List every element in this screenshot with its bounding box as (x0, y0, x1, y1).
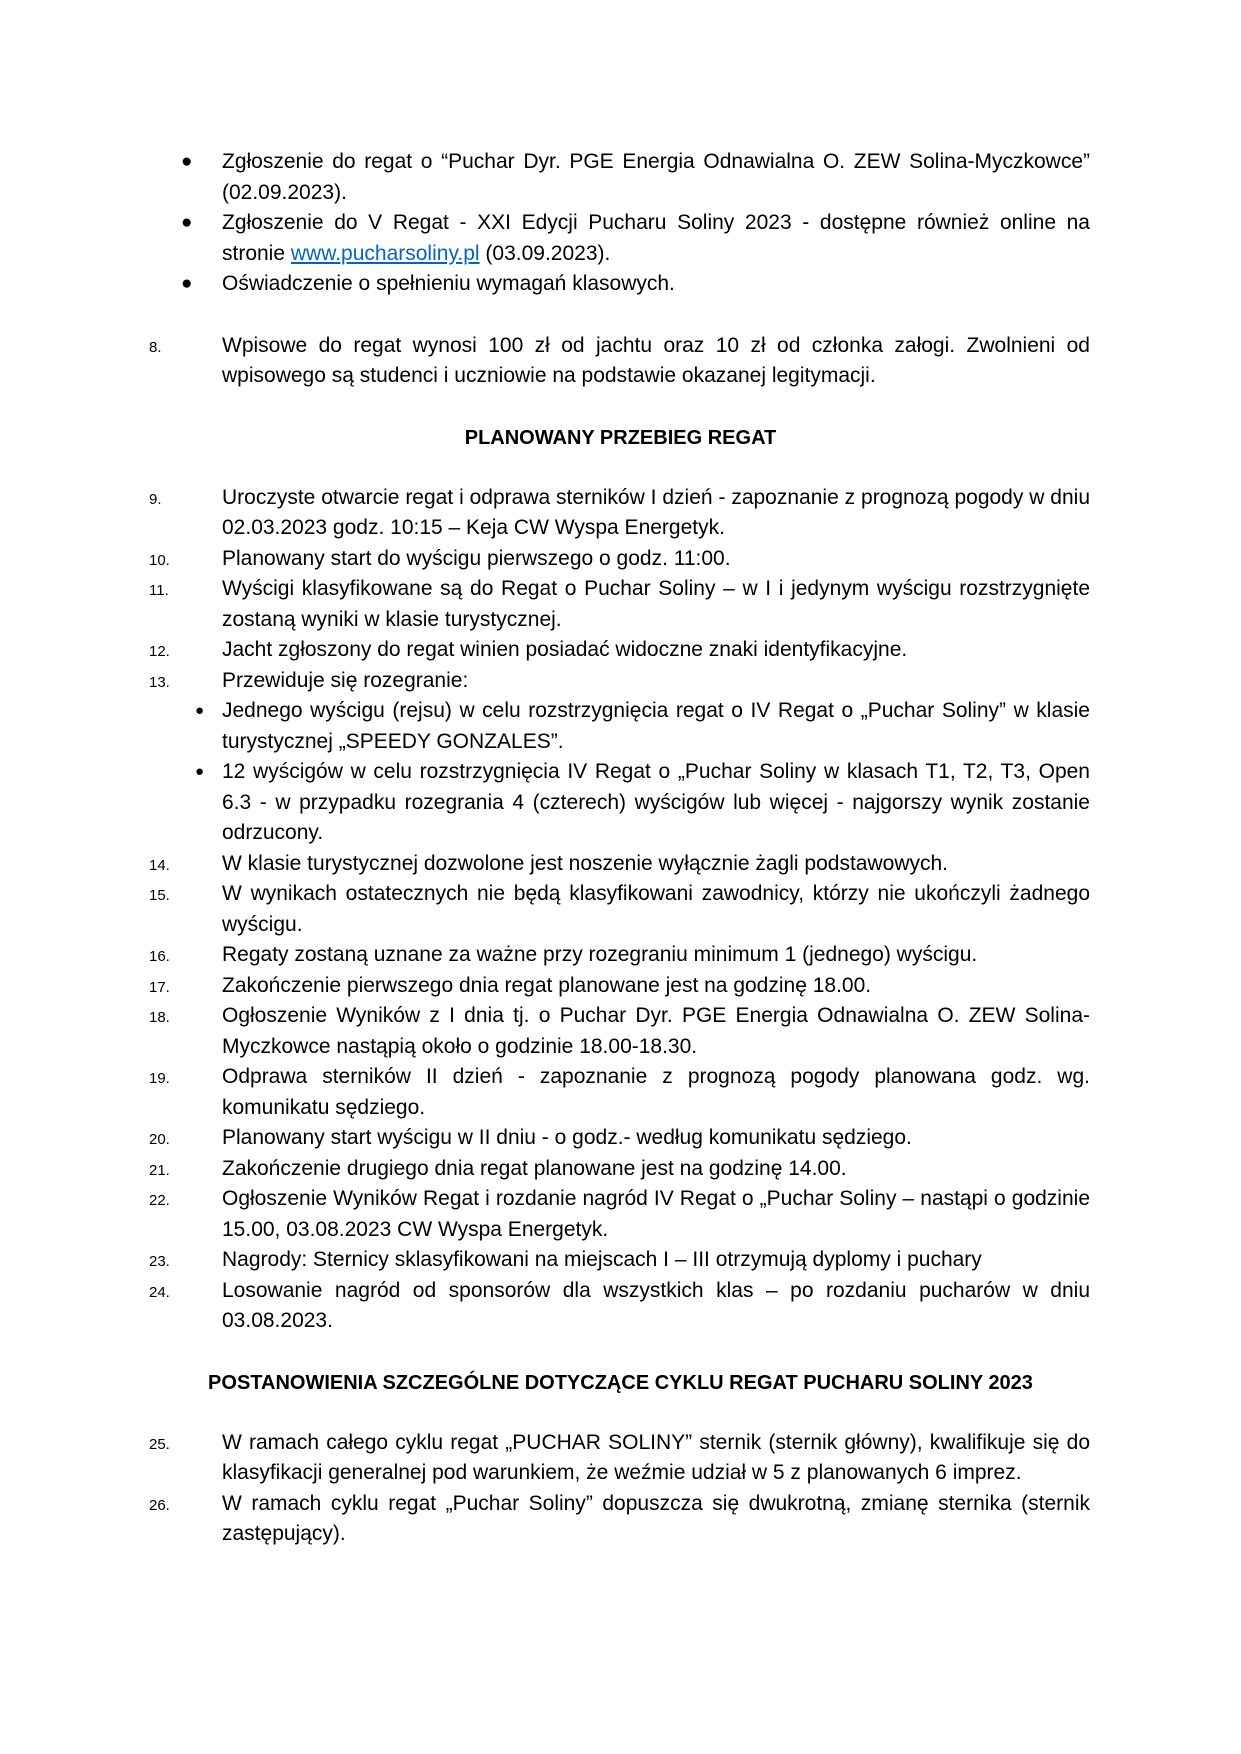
item-number: 17. (149, 978, 170, 996)
item-number: 11. (149, 582, 169, 599)
item-number: 14. (149, 856, 170, 874)
list-item: 23. Nagrody: Sternicy sklasyfikowani na miejscach I – III otrzymują dyplomy i puchary (222, 1245, 1090, 1276)
item-number: 19. (149, 1070, 170, 1087)
item-number: 20. (149, 1131, 170, 1148)
list-item: 12. Jacht zgłoszony do regat winien posiadać widoczne znaki identyfikacyjne. (222, 635, 1090, 666)
entry-fee-section (0, 331, 1241, 392)
item-number: 13. (149, 673, 170, 691)
list-item: ● Zgłoszenie do V Regat - XXI Edycji Pucharu Soliny 2023 - dostępne również online na stronie www.pucharsoliny.pl (03.09.2023). (222, 208, 1090, 269)
item-number: 21. (149, 1161, 170, 1179)
list-item: 11. Wyścigi klasyfikowane są do Regat o Puchar Soliny – w I i jedynym wyścigu rozstrzygnięte zostaną wyniki w klasie turystycznej. (149, 577, 1090, 631)
races-sublist (0, 696, 1241, 849)
list-item: 19. Odprawa sterników II dzień - zapoznanie z prognozą pogody planowana godz. wg. komunikatu sędziego. (149, 1065, 1090, 1119)
item-number: 15. (149, 887, 170, 904)
item-number: 26. (149, 1496, 170, 1514)
list-item: ● 12 wyścigów w celu rozstrzygnięcia IV Regat o „Puchar Soliny w klasach T1, T2, T3, Open 6.3 - w przypadku rozegrania 4 (czterech) wyścigów lub więcej - najgorszy wynik zostanie odrzucony. (222, 757, 1090, 849)
item-number: 23. (149, 1253, 170, 1270)
section-heading-schedule: PLANOWANY PRZEBIEG REGAT (464, 426, 777, 449)
bullet-icon: ● (195, 763, 205, 780)
website-link[interactable]: www.pucharsoliny.pl (290, 241, 480, 265)
list-item: 10. Planowany start do wyścigu pierwszego o godz. 11:00. (222, 544, 1090, 575)
list-item: 15. W wynikach ostatecznych nie będą klasyfikowani zawodnicy, którzy nie ukończyli żadnego wyścigu. (149, 882, 1090, 936)
item-number: 24. (149, 1283, 170, 1301)
entry-documents-list (0, 147, 1241, 300)
item-number: 22. (149, 1192, 170, 1209)
bullet-icon: ● (181, 273, 193, 294)
schedule-list-part2 (0, 849, 1241, 1337)
list-item: 25. W ramach całego cyklu regat „PUCHAR SOLINY” sternik (sternik główny), kwalifikuje się do klasyfikacji generalnej pod warunkiem, że weźmie udział w 5 z planowanych 6 imprez. (149, 1430, 1090, 1484)
schedule-list-part1 (0, 483, 1241, 697)
item-number: 25. (149, 1435, 170, 1453)
list-item: 8. Wpisowe do regat wynosi 100 zł od jachtu oraz 10 zł od członka załogi. Zwolnieni od wpisowego są studenci i uczniowie na podstawie okazanej legitymacji. (149, 333, 1090, 387)
list-item: 21. Zakończenie drugiego dnia regat planowane jest na godzinę 14.00. (222, 1154, 1090, 1185)
list-item: 18. Ogłoszenie Wyników z I dnia tj. o Puchar Dyr. PGE Energia Odnawialna O. ZEW Solina-Myczkowce nastąpią około o godzinie 18.00-18.30. (149, 1004, 1090, 1058)
bullet-icon: ● (181, 212, 193, 233)
item-number: 8. (149, 338, 162, 356)
bullet-icon: ● (181, 151, 193, 172)
item-number: 16. (149, 948, 170, 965)
list-item: ● Oświadczenie o spełnieniu wymagań klasowych. (222, 269, 1090, 300)
list-item: 24. Losowanie nagród od sponsorów dla wszystkich klas – po rozdaniu pucharów w dniu 03.08.2023. (149, 1278, 1090, 1332)
list-item: 9. Uroczyste otwarcie regat i odprawa sterników I dzień - zapoznanie z prognozą pogody w dniu 02.03.2023 godz. 10:15 – Keja CW Wyspa Energetyk. (149, 485, 1090, 539)
item-number: 12. (149, 643, 170, 660)
section-heading-special-provisions: POSTANOWIENIA SZCZEGÓLNE DOTYCZĄCE CYKLU REGAT PUCHARU SOLINY 2023 (208, 1371, 1033, 1394)
special-provisions-list (0, 1428, 1241, 1550)
list-item: 20. Planowany start wyścigu w II dniu - o godz.- według komunikatu sędziego. (222, 1123, 1090, 1154)
list-item: 26. W ramach cyklu regat „Puchar Soliny” dopuszcza się dwukrotną, zmianę sternika (sternik zastępujący). (149, 1491, 1090, 1545)
list-item: 22. Ogłoszenie Wyników Regat i rozdanie nagród IV Regat o „Puchar Soliny – nastąpi o godzinie 15.00, 03.08.2023 CW Wyspa Energetyk. (149, 1187, 1090, 1241)
item-number: 10. (149, 551, 170, 569)
item-number: 9. (149, 490, 162, 508)
list-item: 16. Regaty zostaną uznane za ważne przy rozegraniu minimum 1 (jednego) wyścigu. (222, 940, 1090, 971)
bullet-icon: ● (195, 702, 205, 719)
list-item: ● Zgłoszenie do regat o “Puchar Dyr. PGE Energia Odnawialna O. ZEW Solina-Myczkowce” (02.09.2023). (222, 147, 1090, 208)
list-item: ● Jednego wyścigu (rejsu) w celu rozstrzygnięcia regat o IV Regat o „Puchar Soliny” w klasie turystycznej „SPEEDY GONZALES”. (222, 696, 1090, 757)
list-item: 17. Zakończenie pierwszego dnia regat planowane jest na godzinę 18.00. (222, 971, 1090, 1002)
list-item: 13. Przewiduje się rozegranie: (222, 666, 1090, 697)
item-number: 18. (149, 1009, 170, 1026)
list-item: 14. W klasie turystycznej dozwolone jest noszenie wyłącznie żagli podstawowych. (222, 849, 1090, 880)
